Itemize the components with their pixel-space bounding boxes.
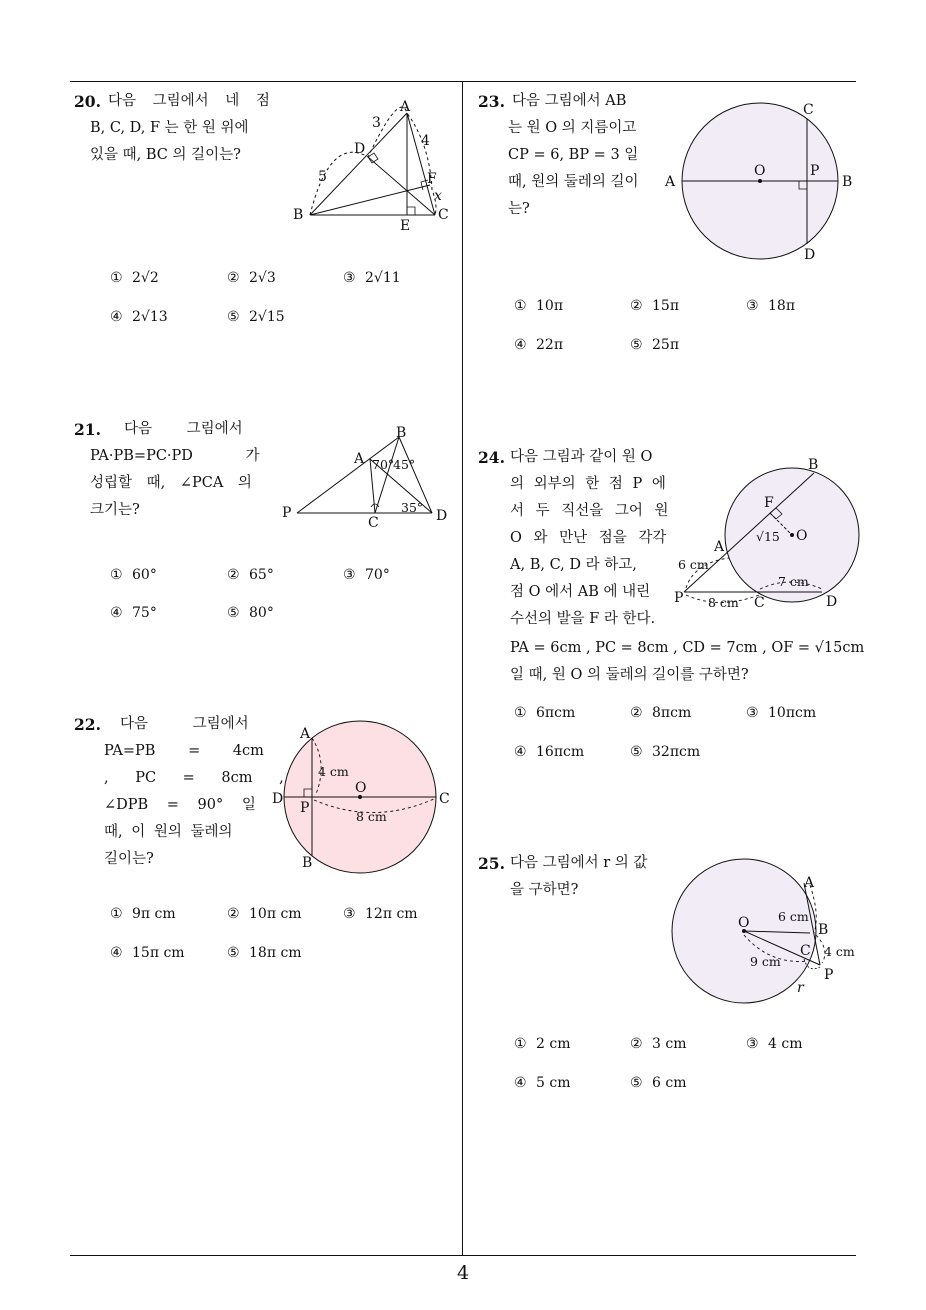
choice-1[interactable]: ① 10π	[514, 298, 564, 314]
choice-2[interactable]: ② 10π cm	[227, 906, 302, 922]
label-C: C	[438, 207, 449, 223]
label-P: P	[282, 505, 292, 521]
label-D: D	[436, 508, 448, 524]
question-23	[478, 88, 639, 217]
label-F: F	[427, 171, 437, 187]
label-4cm: 4 cm	[824, 944, 855, 959]
label-8cm: 8 cm	[708, 595, 739, 610]
label-3: 3	[372, 115, 381, 131]
choice-1[interactable]: ① 2 cm	[514, 1036, 571, 1052]
question-line: 는 원 O 의 지름이고	[508, 120, 637, 136]
label-35: 35°	[401, 500, 424, 515]
question-given: PA = 6cm , PC = 8cm , CD = 7cm , OF = √15cm	[510, 640, 865, 656]
figure-q23	[660, 95, 860, 270]
question-number: 22.	[74, 715, 101, 734]
figure-q22	[270, 718, 450, 878]
question-20	[74, 88, 270, 163]
label-C: C	[803, 102, 814, 118]
question-21	[74, 416, 260, 518]
label-A: A	[400, 99, 411, 115]
question-line: 는?	[508, 201, 530, 217]
choice-4[interactable]: ④ 75°	[110, 605, 157, 621]
bottom-rule	[70, 1255, 856, 1256]
question-24	[478, 444, 865, 683]
label-9cm: 9 cm	[750, 954, 781, 969]
label-P: P	[674, 590, 684, 606]
label-6cm: 6 cm	[678, 557, 709, 572]
label-B: B	[293, 207, 304, 223]
question-line: 다음 그림에서 r 의 값	[510, 855, 648, 871]
choice-4[interactable]: ④ 2√13	[110, 309, 168, 325]
choice-3[interactable]: ③ 70°	[343, 567, 390, 583]
label-F: F	[764, 495, 774, 511]
label-D: D	[354, 141, 366, 157]
question-line: 다음 그림과 같이 원 O	[510, 449, 653, 465]
question-line: 다음 그림에서 네 점	[108, 93, 270, 109]
choice-3[interactable]: ③ 2√11	[343, 270, 401, 286]
question-line: CP = 6, BP = 3 일	[508, 147, 639, 163]
label-C: C	[800, 943, 811, 959]
choice-4[interactable]: ④ 16πcm	[514, 744, 585, 760]
question-ask: 일 때, 원 O 의 둘레의 길이를 구하면?	[510, 667, 749, 683]
choice-1[interactable]: ① 2√2	[110, 270, 159, 286]
label-A: A	[714, 539, 725, 555]
label-B: B	[396, 425, 407, 441]
question-line: 크기는?	[90, 502, 140, 518]
question-line: 을 구하면?	[510, 882, 579, 898]
question-line: 때, 이 원의 둘레의	[104, 824, 233, 840]
question-line: B, C, D, F 는 한 원 위에	[90, 120, 249, 136]
label-C: C	[368, 515, 379, 531]
label-A: A	[300, 726, 311, 742]
choice-3[interactable]: ③ 4 cm	[746, 1036, 803, 1052]
label-O: O	[796, 528, 808, 544]
figure-q21	[282, 425, 457, 531]
label-B: B	[842, 174, 853, 190]
question-number: 20.	[74, 92, 101, 111]
label-C: C	[439, 791, 450, 807]
question-line: A, B, C, D 라 하고,	[510, 557, 637, 573]
label-x: x	[434, 188, 442, 204]
question-line: ∠DPB = 90° 일	[104, 797, 256, 813]
label-45: 45°	[393, 457, 416, 472]
label-B: B	[808, 457, 819, 473]
choice-5[interactable]: ⑤ 2√15	[227, 309, 285, 325]
choice-2[interactable]: ② 2√3	[227, 270, 276, 286]
label-4cm: 4 cm	[318, 764, 349, 779]
question-line: O 와 만난 점을 각각	[510, 530, 667, 546]
top-rule	[70, 81, 856, 82]
label-P: P	[300, 800, 310, 816]
question-line: 있을 때, BC 의 길이는?	[90, 147, 241, 163]
page-number: 4	[456, 1262, 470, 1284]
question-line: 서 두 직선을 그어 원	[510, 503, 669, 519]
choice-2[interactable]: ② 65°	[227, 567, 274, 583]
choice-2[interactable]: ② 3 cm	[630, 1036, 687, 1052]
question-number: 23.	[478, 92, 505, 111]
figure-q24	[672, 455, 862, 615]
choice-4[interactable]: ④ 5 cm	[514, 1075, 571, 1091]
choice-3[interactable]: ③ 10πcm	[746, 705, 817, 721]
figure-q20	[290, 95, 460, 235]
label-D: D	[272, 791, 284, 807]
choice-3[interactable]: ③ 18π	[746, 298, 796, 314]
column-divider	[462, 81, 463, 1255]
label-C: C	[754, 595, 765, 611]
choice-5[interactable]: ⑤ 32πcm	[630, 744, 701, 760]
label-A: A	[354, 451, 365, 467]
label-E: E	[400, 218, 411, 234]
question-line: 때, 원의 둘레의 길이	[508, 174, 639, 190]
choice-4[interactable]: ④ 22π	[514, 337, 564, 353]
label-P: P	[824, 967, 834, 983]
question-number: 24.	[478, 448, 505, 467]
label-6cm: 6 cm	[778, 909, 809, 924]
question-line: PA·PB=PC·PD 가	[90, 448, 260, 464]
label-70: 70°	[372, 457, 395, 472]
label-5: 5	[318, 169, 327, 185]
choice-4[interactable]: ④ 15π cm	[110, 945, 185, 961]
choice-5[interactable]: ⑤ 25π	[630, 337, 680, 353]
question-line: 의 외부의 한 점 P 에	[510, 476, 666, 492]
question-number: 25.	[478, 854, 505, 873]
label-4: 4	[421, 133, 430, 149]
question-line: PA=PB = 4cm	[104, 743, 264, 759]
label-O: O	[738, 915, 750, 931]
label-D: D	[804, 247, 816, 263]
question-line: 길이는?	[104, 851, 154, 867]
choice-5[interactable]: ⑤ 18π cm	[227, 945, 302, 961]
question-25	[478, 850, 648, 898]
choice-3[interactable]: ③ 12π cm	[343, 906, 418, 922]
label-P: P	[810, 163, 820, 179]
choice-1[interactable]: ① 6πcm	[514, 705, 576, 721]
label-B: B	[818, 922, 829, 938]
question-line: 다음 그림에서	[124, 421, 243, 437]
question-line: , PC = 8cm ,	[104, 770, 284, 786]
choice-2[interactable]: ② 15π	[630, 298, 680, 314]
question-line: 수선의 발을 F 라 한다.	[510, 611, 656, 627]
label-A: A	[665, 174, 676, 190]
label-A: A	[804, 875, 815, 891]
question-line: 성립할 때, ∠PCA 의	[90, 475, 252, 491]
label-O: O	[355, 780, 367, 796]
figure-q25	[670, 855, 860, 1015]
label-D: D	[826, 594, 838, 610]
question-line: 점 O 에서 AB 에 내린	[510, 584, 651, 600]
choice-1[interactable]: ① 9π cm	[110, 906, 176, 922]
label-O: O	[754, 163, 766, 179]
choice-1[interactable]: ① 60°	[110, 567, 157, 583]
label-root15: √15	[756, 529, 780, 544]
question-number: 21.	[74, 420, 101, 439]
label-B: B	[302, 855, 313, 871]
choice-5[interactable]: ⑤ 6 cm	[630, 1075, 687, 1091]
label-r: r	[797, 980, 804, 996]
choice-2[interactable]: ② 8πcm	[630, 705, 692, 721]
label-7cm: 7 cm	[778, 574, 809, 589]
choice-5[interactable]: ⑤ 80°	[227, 605, 274, 621]
question-line: 다음 그림에서 AB	[512, 93, 627, 109]
label-8cm: 8 cm	[356, 809, 387, 824]
question-line: 다음 그림에서	[120, 716, 249, 732]
question-22	[74, 711, 284, 867]
